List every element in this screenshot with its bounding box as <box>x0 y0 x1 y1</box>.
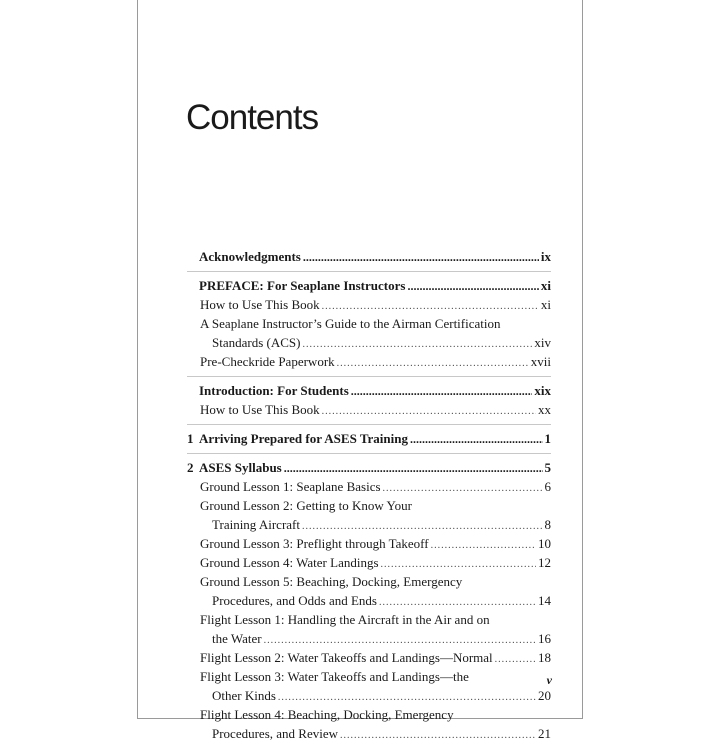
toc-entry-title: A Seaplane Instructor’s Guide to the Airman Certification <box>200 316 501 331</box>
toc-page-number: 10 <box>538 536 551 551</box>
toc-subentry[interactable] <box>187 400 551 419</box>
toc-section <box>187 247 551 266</box>
toc-subentry[interactable] <box>187 352 551 371</box>
toc-subentry[interactable] <box>187 496 551 515</box>
toc-entry-title: Ground Lesson 5: Beaching, Docking, Emergency <box>200 574 463 589</box>
toc-page-number: 18 <box>538 650 551 665</box>
toc-page-number: ix <box>540 249 551 264</box>
toc-dot-leader <box>340 726 536 745</box>
toc-subentry[interactable] <box>187 591 551 610</box>
toc-subentry[interactable] <box>187 314 551 333</box>
toc-subentry[interactable] <box>187 477 551 496</box>
toc-entry-title: How to Use This Book <box>200 402 320 417</box>
toc-dot-leader <box>431 536 536 555</box>
toc-entry-title: Ground Lesson 2: Getting to Know Your <box>200 498 412 513</box>
toc-dot-leader <box>322 402 536 421</box>
toc-entry-title: Pre-Checkride Paperwork <box>200 354 335 369</box>
page-title: Contents <box>186 98 319 137</box>
toc-chapter-entry[interactable] <box>187 381 551 400</box>
toc-subentry[interactable] <box>187 667 551 686</box>
toc-dot-leader <box>351 382 533 401</box>
book-page <box>137 0 583 741</box>
toc-page-number: 5 <box>544 460 551 475</box>
toc-page-number: 12 <box>538 555 551 570</box>
toc-entry-title: Standards (ACS) <box>212 335 301 350</box>
toc-page-number: 21 <box>538 726 551 741</box>
toc-entry-title: the Water <box>212 631 262 646</box>
toc-chapter-entry[interactable] <box>187 247 551 266</box>
toc-subentry[interactable] <box>187 295 551 314</box>
toc-entry-title: Acknowledgments <box>199 249 301 264</box>
toc-page-number: 14 <box>538 593 551 608</box>
toc-entry-title: Other Kinds <box>212 688 276 703</box>
toc-page-number: 8 <box>544 517 551 532</box>
toc-entry-title: Ground Lesson 1: Seaplane Basics <box>200 479 381 494</box>
page-number: v <box>546 673 552 687</box>
toc-page-number: 20 <box>538 688 551 703</box>
toc-entry-title: Procedures, and Odds and Ends <box>212 593 377 608</box>
toc-entry-title: ASES Syllabus <box>199 460 282 475</box>
toc-page-number: xiv <box>534 335 551 350</box>
toc-section <box>187 381 551 419</box>
toc-page-number: xix <box>534 383 551 398</box>
toc-page-number: 6 <box>544 479 551 494</box>
toc-entry-title: Arriving Prepared for ASES Training <box>199 431 408 446</box>
toc-entry-title: How to Use This Book <box>200 297 320 312</box>
toc-section <box>187 458 551 743</box>
toc-entry-title: Flight Lesson 2: Water Takeoffs and Landings—Normal <box>200 650 493 665</box>
toc-entry-title: Flight Lesson 3: Water Takeoffs and Landings—the <box>200 669 469 684</box>
toc-chapter-entry[interactable] <box>187 429 551 448</box>
toc-entry-title: Flight Lesson 1: Handling the Aircraft in the Air and on <box>200 612 490 627</box>
toc-subentry[interactable] <box>187 572 551 591</box>
toc-entry-title: Ground Lesson 4: Water Landings <box>200 555 379 570</box>
toc-subentry[interactable] <box>187 333 551 352</box>
toc-entry-title: Introduction: For Students <box>199 383 349 398</box>
toc-dot-leader <box>410 430 543 449</box>
toc-page-number: 1 <box>544 431 551 446</box>
toc-page-number: xi <box>540 278 551 293</box>
toc-subentry[interactable] <box>187 648 551 667</box>
toc-dot-leader <box>337 354 529 373</box>
toc-chapter-entry[interactable] <box>187 276 551 295</box>
toc-page-number: xx <box>538 402 551 417</box>
toc-section <box>187 276 551 371</box>
toc-subentry[interactable] <box>187 629 551 648</box>
toc-subentry[interactable] <box>187 553 551 572</box>
toc-subentry[interactable] <box>187 515 551 534</box>
toc-entry-title: Ground Lesson 3: Preflight through Takeoff <box>200 536 429 551</box>
toc-subentry[interactable] <box>187 610 551 629</box>
toc-chapter-number: 2 <box>187 460 194 475</box>
toc-dot-leader <box>495 650 536 669</box>
toc-entry-title: Flight Lesson 4: Beaching, Docking, Emergency <box>200 707 454 722</box>
toc-entry-title: PREFACE: For Seaplane Instructors <box>199 278 406 293</box>
toc-entry-title: Procedures, and Review <box>212 726 338 741</box>
toc-entry-title: Training Aircraft <box>212 517 300 532</box>
toc-subentry[interactable] <box>187 724 551 743</box>
toc-chapter-number: 1 <box>187 431 194 446</box>
toc-subentry[interactable] <box>187 534 551 553</box>
toc-section <box>187 429 551 448</box>
toc-page-number: xi <box>540 297 551 312</box>
toc-dot-leader <box>303 248 539 267</box>
toc-dot-leader <box>302 335 532 354</box>
toc-page-number: 16 <box>538 631 551 646</box>
table-of-contents <box>187 247 551 743</box>
toc-page-number: xvii <box>530 354 551 369</box>
toc-subentry[interactable] <box>187 686 551 705</box>
toc-subentry[interactable] <box>187 705 551 724</box>
toc-dot-leader <box>284 459 543 478</box>
toc-dot-leader <box>407 277 538 296</box>
toc-chapter-entry[interactable] <box>187 458 551 477</box>
